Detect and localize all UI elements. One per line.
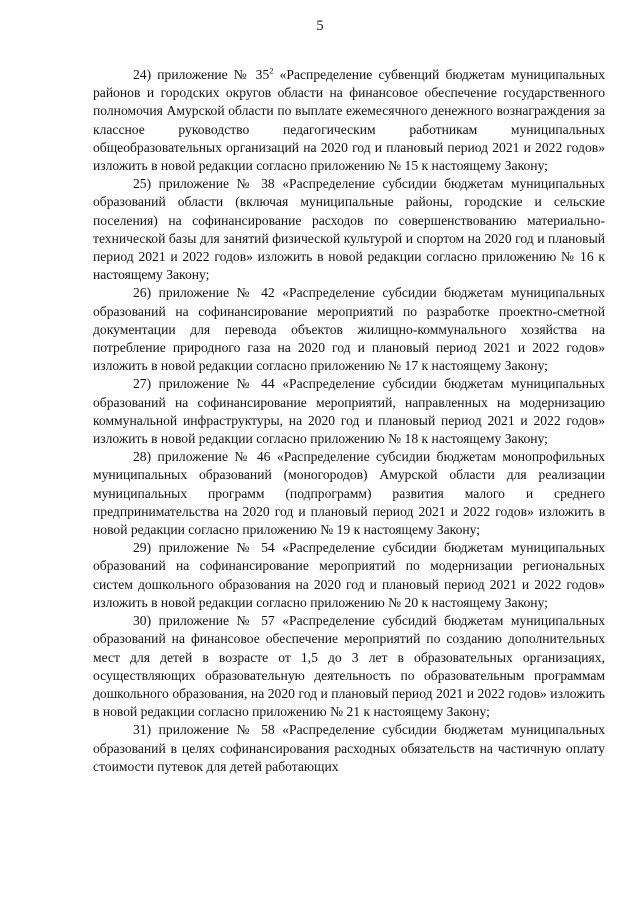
item-25-text: 25) приложение № 38 «Распределение субсидии бюджетам муниципальных образований области (включая муниципальные районы, городские и сельские поселения) на софинансирование расходов по совершенствованию материально-технической базы для занятий физической культурой и спортом на 2020 год и плановый период 2021 и 2022 годов» изложить в новой редакции согласно приложению № 16 к настоящему Закону;: [93, 176, 605, 283]
item-29-text: 29) приложение № 54 «Распределение субсидии бюджетам муниципальных образований на софинансирование мероприятий по модернизации региональных систем дошкольного образования на 2020 год и плановый период 2021 и 2022 годов» изложить в новой редакции согласно приложению № 20 к настоящему Закону;: [93, 540, 605, 610]
document-body: [93, 66, 605, 776]
item-24-superscript: 2: [269, 65, 274, 76]
page-number: 5: [316, 18, 324, 34]
item-26-text: 26) приложение № 42 «Распределение субсидии бюджетам муниципальных образований на софинансирование мероприятий по разработке проектно-сметной документации для перевода объектов жилищно-коммунального хозяйства на потребление природного газа на 2020 год и плановый период 2021 и 2022 годов» изложить в новой редакции согласно приложению № 17 к настоящему Закону;: [93, 285, 605, 374]
item-31-text: 31) приложение № 58 «Распределение субсидии бюджетам муниципальных образований в целях софинансирования расходных обязательств на частичную оплату стоимости путевок для детей работающих: [93, 722, 605, 774]
list-item-27: [93, 375, 605, 448]
list-item-25: [93, 175, 605, 284]
item-28-text: 28) приложение № 46 «Распределение субсидии бюджетам монопрофильных муниципальных образований (моногородов) Амурской области для реализации муниципальных программ (подпрограмм) развития малого и среднего предпринимательства на 2020 год и плановый период 2021 и 2022 годов» изложить в новой редакции согласно приложению № 19 к настоящему Закону;: [93, 449, 605, 538]
list-item-29: [93, 539, 605, 612]
list-item-30: [93, 612, 605, 721]
item-24-head: 24) приложение № 35: [133, 67, 270, 82]
item-27-text: 27) приложение № 44 «Распределение субсидии бюджетам муниципальных образований на софинансирование мероприятий, направленных на модернизацию коммунальной инфраструктуры, на 2020 год и плановый период 2021 и 2022 годов» изложить в новой редакции согласно приложению № 18 к настоящему Закону;: [93, 376, 605, 447]
list-item-31: [93, 721, 605, 776]
list-item-28: [93, 448, 605, 539]
list-item-24: [93, 66, 605, 175]
item-30-text: 30) приложение № 57 «Распределение субсидий бюджетам муниципальных образований на финансовое обеспечение мероприятий по созданию дополнительных мест для детей в возрасте от 1,5 до 3 лет в образовательных организациях, осуществляющих образовательную деятельность по образовательным программам дошкольного образования, на 2020 год и плановый период 2021 и 2022 годов» изложить в новой редакции согласно приложению № 21 к настоящему Закону;: [93, 613, 605, 720]
item-24-text: «Распределение субвенций бюджетам муниципальных районов и городских округов области на финансовое обеспечение государственного полномочия Амурской области по выплате ежемесячного денежного вознаграждения за классное руководство педагогическим работникам муниципальных общеобразовательных организаций на 2020 год и плановый период 2021 и 2022 годов» изложить в новой редакции согласно приложению № 15 к настоящему Закону;: [93, 67, 605, 174]
list-item-26: [93, 284, 605, 375]
